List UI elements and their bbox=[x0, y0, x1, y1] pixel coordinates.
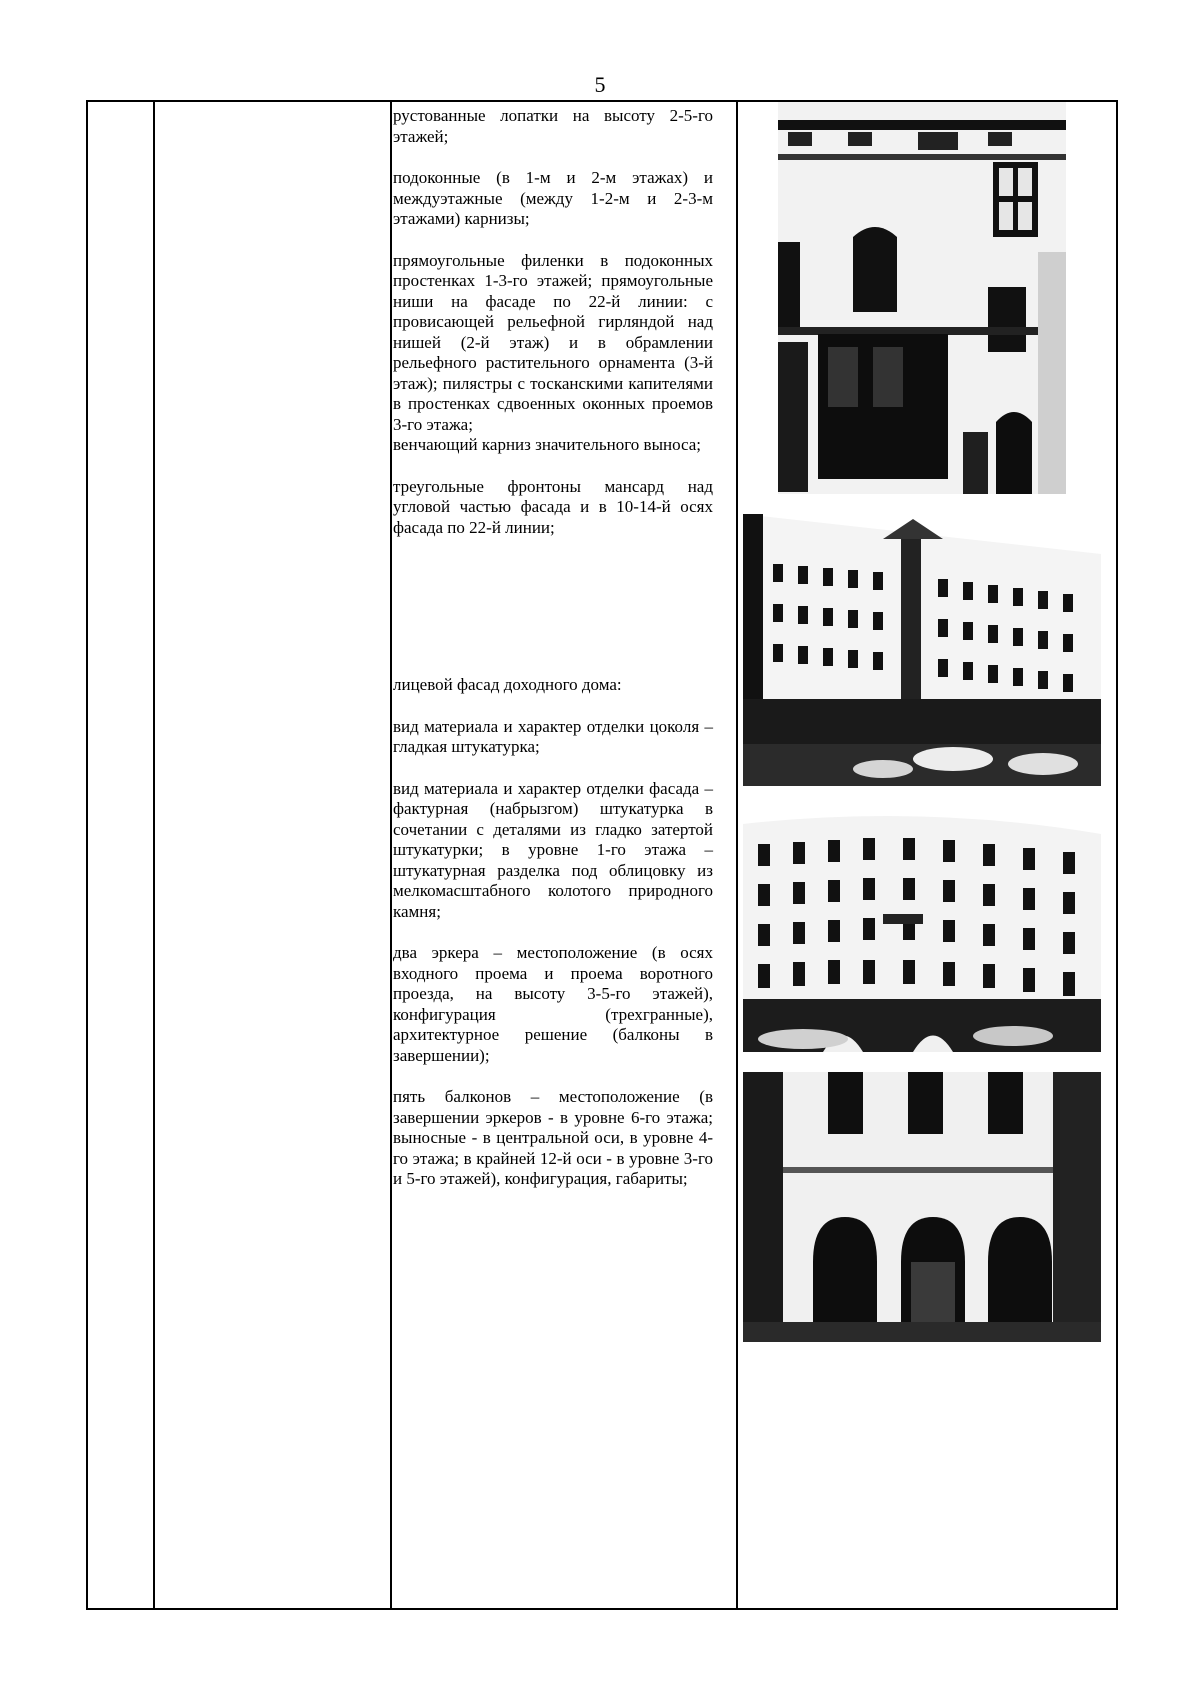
column-divider-1 bbox=[153, 102, 155, 1608]
paragraph: вид материала и характер отделки фасада – фактурная (набрызгом) штукатурка в сочетании с деталями из гладко затертой штукатурки; в уровне 1-го этажа – штукатурная разделка под облицовку из мелкомасштабного колотого природного камня; bbox=[393, 778, 713, 921]
paragraph: треугольные фронтоны мансард над угловой частью фасада и в 10-14-й осях фасада по 22-й линии; bbox=[393, 476, 713, 537]
monument-table bbox=[86, 100, 1118, 1610]
paragraph: рустованные лопатки на высоту 2-5-го этажей; bbox=[393, 106, 713, 146]
facade-detail-photo bbox=[778, 102, 1066, 494]
paragraph: подоконные (в 1-м и 2-м этажах) и междуэтажные (между 1-2-м и 2-3-м этажами) карнизы; bbox=[393, 168, 713, 228]
page-number: 5 bbox=[594, 72, 606, 97]
paragraph: венчающий карниз значительного выноса; bbox=[393, 435, 702, 454]
paragraph: лицевой фасад доходного дома: bbox=[393, 675, 622, 694]
paragraph: вид материала и характер отделки цоколя – гладкая штукатурка; bbox=[393, 716, 713, 756]
paragraph: два эркера – местоположение (в осях входного проема и проема воротного проезда, на высоту 3-5-го этажей), конфигурация (трехгранные), архитектурное решение (балконы в завершении); bbox=[393, 943, 713, 1065]
ground-floor-arches-photo bbox=[743, 1072, 1101, 1342]
building-corner-photo bbox=[743, 514, 1101, 786]
paragraph: прямоугольные филенки в подоконных простенках 1-3-го этажей; прямоугольные ниши на фасаде по 22-й линии: с провисающей рельефной гирляндой над нишей (2-й этаж) и в обрамлении рельефного растительного орнамента (3-й этаж); пилястры с тосканскими капителями в простенках сдвоенных оконных проемов 3-го этажа; bbox=[393, 250, 713, 434]
column-divider-2 bbox=[390, 102, 392, 1608]
paragraph: пять балконов – местоположение (в завершении эркеров - в уровне 6-го этажа; выносные - в центральной оси, в уровне 4-го этажа; в крайней 12-й оси - в уровне 3-го и 5-го этажей), конфигурация, габариты; bbox=[393, 1087, 713, 1188]
column-divider-3 bbox=[736, 102, 738, 1608]
description-column bbox=[393, 106, 713, 1190]
facade-street-photo bbox=[743, 804, 1101, 1052]
